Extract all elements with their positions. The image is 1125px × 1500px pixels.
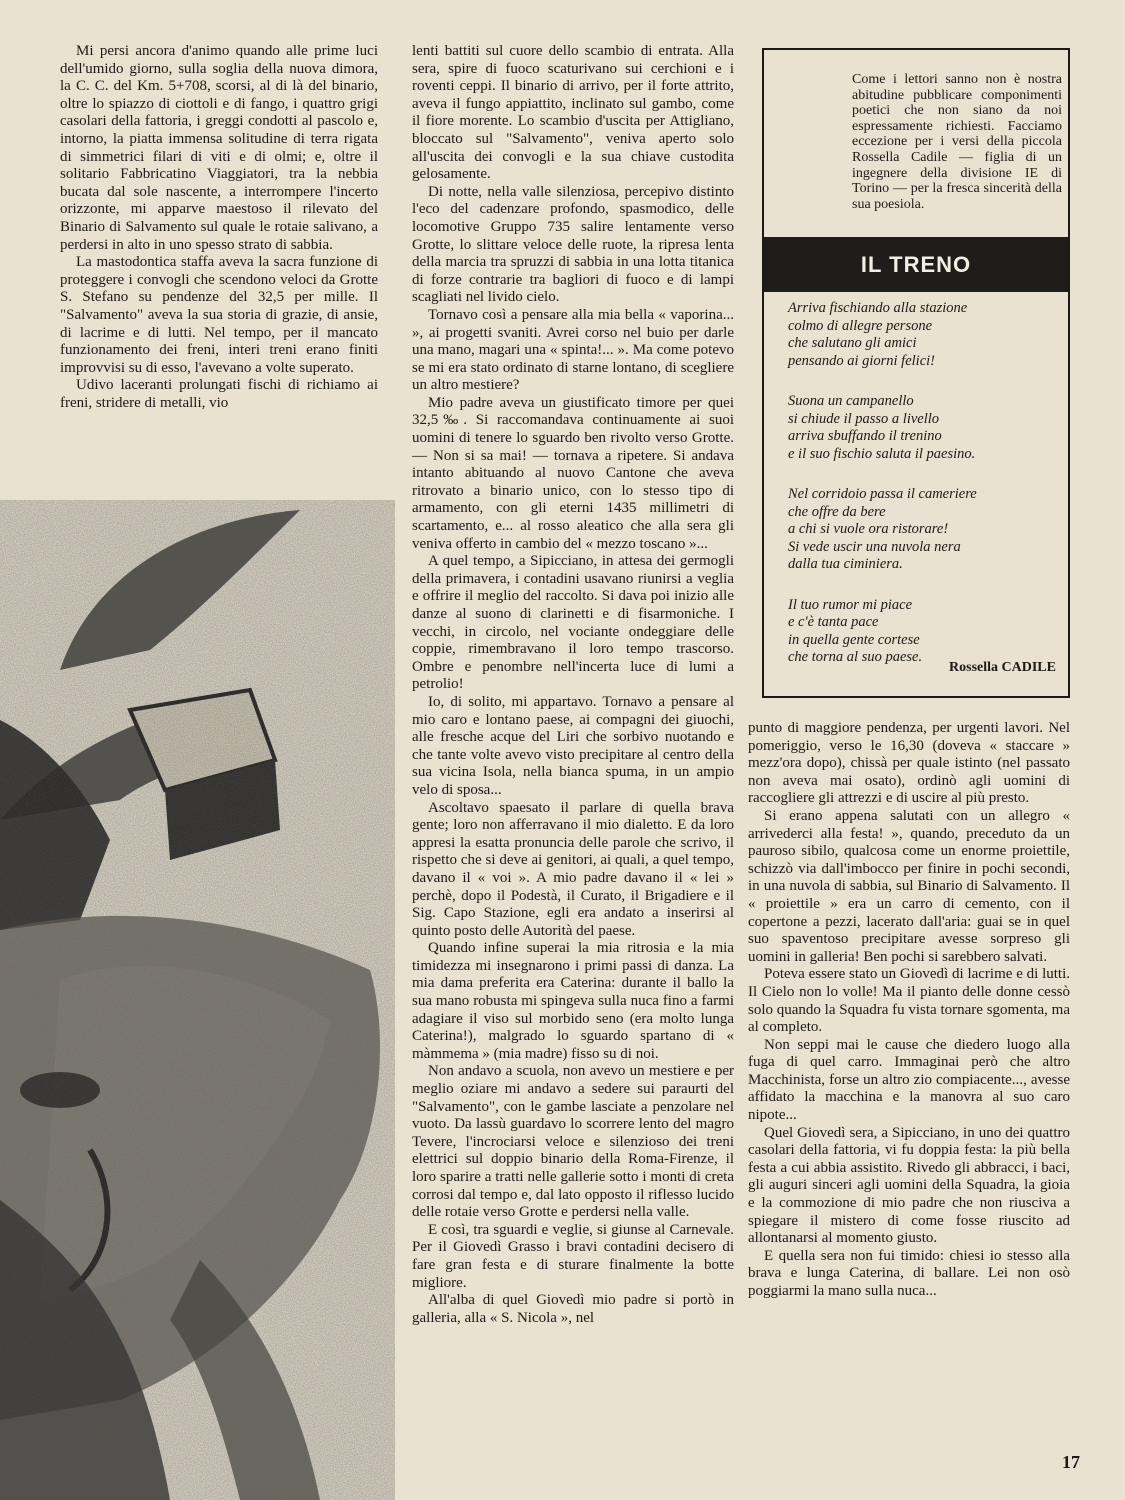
paragraph: Io, di solito, mi appartavo. Tornavo a pensare al mio caro e lontano paese, ai compagni dei giuochi, alle fresche acque del Liri che sorbivo nuotando e che tante volte avevo visto precipitare al centro della sua vicina Isola, nella bianca spuma, in un ampio velo di sposa... <box>412 693 734 798</box>
verse: Il tuo rumor mi piace <box>788 596 913 613</box>
verse: Suona un campanello <box>788 393 914 409</box>
verse: in quella gente cortese <box>788 631 920 648</box>
verse: a chi si vuole ora ristorare! <box>788 521 949 537</box>
verse: e il suo fischio saluta il paesino. <box>788 445 976 462</box>
paragraph: Poteva essere stato un Giovedì di lacrime e di lutti. Il Cielo non lo volle! Ma il pianto delle donne cessò solo quando la Squadra fu vista tornare sgomenta, ma al completo. <box>748 966 1071 1036</box>
verse: che salutano gli amici <box>788 335 917 351</box>
paragraph: E quella sera non fui timido: chiesi io stesso alla brava e lunga Caterina, di ballare. Lei non osò poggiarmi la mano sulla nuca... <box>748 1247 1070 1299</box>
paragraph: Non seppi mai le cause che diedero luogo alla fuga di quel carro. Immaginai però che altro Macchinista, forse un altro zio compiacente..., avesse affidato la macchina e la manovra al suo caro nipote... <box>748 1036 1070 1124</box>
paragraph: Tornavo così a pensare alla mia bella « vaporina... », ai progetti svaniti. Avrei corso nel buio per darle una mano, magari una « spinta!... ». Ma come potevo se mi era stato ordinato di starne lontano, di scegliere un altro mestiere? <box>412 306 734 394</box>
paragraph: All'alba di quel Giovedì mio padre si portò in galleria, alla « S. Nicola », nel <box>412 1292 734 1326</box>
paragraph: Si erano appena salutati con un allegro « arrivederci alla festa! », quando, preceduto da un pauroso sibilo, qualcosa come un enorme proiettile, schizzò via dall'imbocco per finire in pochi secondi, in una nuvola di sabbia, sul Binario di Salvamento. Il « proiettile » era un carro di cemento, con il copertone a pezzi, lacerato dall'aria: guai se in quel suo spaventoso precipitare avesse sorpreso gli uomini in galleria! Ben pochi si sarebbero salvati. <box>748 807 1070 965</box>
poem-box <box>762 48 1070 698</box>
verse: e c'è tanta pace <box>788 614 879 630</box>
paragraph: lenti battiti sul cuore dello scambio di entrata. Alla sera, spire di fuoco scaturivano sui cerchioni e i roventi ceppi. Il binario di arrivo, per il forte attrito, aveva il fungo appiattito, inclinato sul gambo, come il fiore morente. Lo scambio d'uscita per Attigliano, bloccato sul "Salvamento", veniva aperto solo all'uscita dei convogli e la sua chiave custodita gelosamente. <box>412 43 734 183</box>
paragraph: Di notte, nella valle silenziosa, percepivo distinto l'eco del cadenzare profondo, spasmodico, delle locomotive Gruppo 735 salire lentamente verso Grotte, lo slittare veloce delle ruote, la ripresa lenta della marcia tra spruzzi di sabbia in una lotta titanica di forze contrarie tra bagliori di fuoco e di lampi scagliati nel livido cielo. <box>412 183 734 306</box>
paragraph: Mio padre aveva un giustificato timore per quei 32,5‰. Si raccomandava continuamente ai suoi uomini di tenere lo sguardo ben rivolto verso Grotte. — Non si sa mai! — tornava a ripetere. Si andava intanto abituando al nuovo Cantone che aveva ritrovato a binario unico, con lo stesso tipo di armamento, con gli eterni 1435 millimetri di scartamento, e... al rosso aleatico che alla sera gli veniva offerto in cambio del « mezzo toscano »... <box>412 394 734 552</box>
paragraph: Quel Giovedì sera, a Sipicciano, in uno dei quattro casolari della fattoria, vi fu doppia festa: la più bella festa a cui abbia assistito. Rivedo gli abbracci, i baci, gli auguri sinceri agli uomini della Squadra, la gioia e la commozione di mio padre che non riusciva a spiegare il mistero di come fosse riuscito ad allontanarsi al momento giusto. <box>748 1124 1070 1247</box>
stanza <box>788 486 1048 574</box>
paragraph: A quel tempo, a Sipicciano, in attesa dei germogli della primavera, i contadini usavano riunirsi a veglia e offrire il meglio del raccolto. Si dava poi inizio alle danze al suono di clarinetti e di fisarmoniche. I vecchi, in circolo, nel vociante ondeggiare delle coppie, rimembravano il loro tempo trascorso. Ombre e penombre nell'incerta luce di lumi a petrolio! <box>412 553 734 693</box>
stanza <box>788 393 1048 463</box>
stanza <box>788 300 1048 370</box>
verse: dalla tua ciminiera. <box>788 556 903 572</box>
poem-title: IL TRENO <box>764 237 1068 292</box>
verse: che offre da bere <box>788 503 886 520</box>
paragraph: Ascoltavo spaesato il parlare di quella brava gente; loro non afferravano il mio dialetto. E da loro appresi la esatta pronuncia delle parole che scrivo, il rispetto che si deve ai genitori, ai quali, a quel tempo, davano il « voi ». A mio padre davano il « lei » perchè, dopo il Podestà, il Curato, il Brigadiere e il Sig. Capo Stazione, egli era andato a inserirsi al quinto posto delle Autorità del paese. <box>412 799 734 939</box>
verse: Nel corridoio passa il cameriere <box>788 486 977 502</box>
paragraph: Udivo laceranti prolungati fischi di richiamo ai freni, stridere di metalli, vio <box>60 377 378 411</box>
verse: che torna al suo paese. <box>788 649 923 665</box>
poem-body <box>788 300 1048 690</box>
paragraph: Non andavo a scuola, non avevo un mestiere e per meglio oziare mi andavo a sedere sui paraurti del "Salvamento", con le gambe lasciate a penzolare nel vuoto. Da lassù guardavo lo scorrere lento del magro Tevere, l'incrociarsi veloce e silenzioso dei treni elettrici sul doppio binario della Roma-Firenze, il loro sparire a tratti nelle gallerie sotto i monti di creta corrosi dal tempo e, dal lato opposto il riflesso lucido delle rotaie verso Grotte e perdersi nella valle. <box>412 1063 734 1221</box>
article-column-1 <box>60 43 378 412</box>
paragraph: La mastodontica staffa aveva la sacra funzione di proteggere i convogli che scendono veloci da Grotte S. Stefano su pendenze del 32,5 per mille. Il "Salvamento" aveva la sua storia di grazie, di ansie, di lacrime e di lutti. Nel tempo, per il mancato funzionamento dei freni, interi treni erano finiti improvvisi su di esso, l'avevano a volte superato. <box>60 254 378 376</box>
editor-note: Come i lettori sanno non è nostra abitudine pubblicare componimenti poetici che non siano da noi espressamente richiesti. Facciamo eccezione per i versi della piccola Rossella Cadile — figlia di un ingegnere della divisione IE di Torino — per la fresca sincerità della sua poesiola. <box>852 72 1062 212</box>
article-column-2 <box>412 43 734 1327</box>
verse: Arriva fischiando alla stazione <box>788 300 968 316</box>
verse: colmo di allegre persone <box>788 317 933 334</box>
poem-author: Rossella CADILE <box>949 660 1056 675</box>
paragraph: Quando infine superai la mia ritrosia e la mia timidezza mi insegnarono i primi passi di danza. La mia dama preferita era Caterina: durante il ballo la sua mano robusta mi spingeva sulla nuca fino a farmi adagiare il viso sul morbido seno (era molto lunga Caterina!), malgrado lo sguardo spartano di « màmmema » (mia madre) fisso su di noi. <box>412 940 734 1062</box>
verse: Si vede uscir una nuvola nera <box>788 538 961 555</box>
verse: arriva sbuffando il trenino <box>788 428 942 444</box>
charcoal-illustration-icon <box>0 500 395 1500</box>
page-number: 17 <box>1062 1452 1080 1472</box>
article-column-3 <box>748 720 1070 1301</box>
verse: si chiude il passo a livello <box>788 410 940 427</box>
stanza <box>788 597 1048 667</box>
paragraph: punto di maggiore pendenza, per urgenti lavori. Nel pomeriggio, verso le 16,30 (doveva « staccare » mezz'ora dopo), chissà per quale istinto (nel passato non aveva mai osato), ordinò agli uomini di raccogliere gli attrezzi e di uscire al più presto. <box>748 720 1070 807</box>
verse: pensando ai giorni felici! <box>788 352 935 369</box>
paragraph: Mi persi ancora d'animo quando alle prime luci dell'umido giorno, sulla soglia della nuova dimora, la C. C. del Km. 5+708, scorsi, al di là del binario, oltre lo spiazzo di ciottoli e di fango, i quattro grigi casolari della fattoria, i greggi condotti al pascolo e, intorno, la piatta immensa solitudine di terra rigata di simmetrici filari di viti e di olmi; e, oltre il solitario Fabbricatino Viaggiatori, tra la nebbia bucata dal sole nascente, a interrompere l'incerto orizzonte, mi apparve maestoso il rilevato del Binario di Salvamento sul quale le rotaie salivano, a perdersi in alto in uno spesso strato di sabbia. <box>60 43 378 253</box>
paragraph: E così, tra sguardi e veglie, si giunse al Carnevale. Per il Giovedì Grasso i bravi contadini decisero di fare gran festa e di sturare finalmente la botte migliore. <box>412 1221 734 1291</box>
